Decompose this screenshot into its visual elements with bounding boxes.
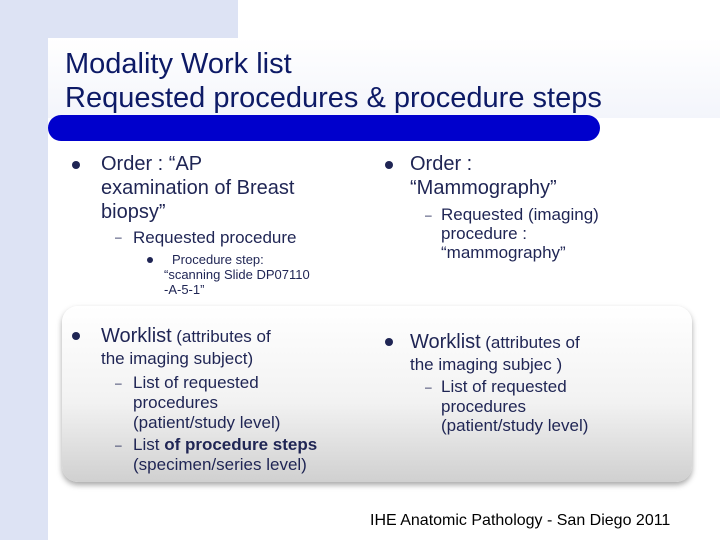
left-worklist-title: Worklist <box>101 325 172 347</box>
procedure-step-line-3: -A-5-1” <box>164 282 205 297</box>
bullet-dot <box>385 338 393 346</box>
dash-marker: – <box>115 376 122 390</box>
left-sub2-part-1: List <box>133 435 165 454</box>
bullet-dot <box>147 257 153 263</box>
right-sub1-line-3: (patient/study level) <box>441 416 589 435</box>
left-requested-procedure: Requested procedure <box>133 228 297 247</box>
procedure-step-line-1: Procedure step: <box>172 252 264 267</box>
left-accent-strip <box>0 0 48 540</box>
slide-title-line-2: Requested procedures & procedure steps <box>65 82 602 114</box>
left-sub1-line-3: (patient/study level) <box>133 413 281 432</box>
title-underline-bar <box>48 115 600 141</box>
right-requested-line-3: “mammography” <box>441 243 566 262</box>
left-order-line-3: biopsy” <box>101 201 166 223</box>
bullet-dot <box>385 161 393 169</box>
left-sub1-line-2: procedures <box>133 393 219 412</box>
procedure-step-line-2: “scanning Slide DP07110 <box>164 267 310 282</box>
left-worklist-attr-2: the imaging subject) <box>101 349 254 368</box>
right-order-line-2: “Mammography” <box>410 177 557 199</box>
right-requested-line-2: procedure : <box>441 224 527 243</box>
left-sub1-line-1: List of requested <box>133 373 259 392</box>
left-sub2-line-2: (specimen/series level) <box>133 455 307 474</box>
left-worklist-attr-1: (attributes of <box>176 327 271 346</box>
left-order-line-1: Order : “AP <box>101 153 203 175</box>
right-sub1-line-2: procedures <box>441 397 527 416</box>
right-worklist-heading <box>410 330 580 356</box>
right-worklist-attr-1: (attributes of <box>485 333 580 352</box>
top-accent-block <box>48 0 238 38</box>
dash-marker: – <box>425 208 432 222</box>
right-worklist-attr-2: the imaging subjec ) <box>410 355 563 374</box>
left-worklist-heading <box>101 324 271 350</box>
left-sub2-line-1 <box>133 435 317 455</box>
left-order-line-2: examination of Breast <box>101 177 295 199</box>
dash-marker: – <box>115 438 122 452</box>
right-order-line-1: Order : <box>410 153 473 175</box>
right-requested-line-1: Requested (imaging) <box>441 205 599 224</box>
bullet-dot <box>72 332 80 340</box>
right-sub1-line-1: List of requested <box>441 377 567 396</box>
slide-title-line-1: Modality Work list <box>65 48 292 80</box>
left-sub2-part-2: of procedure steps <box>164 435 318 454</box>
right-worklist-title: Worklist <box>410 331 481 353</box>
dash-marker: – <box>115 230 122 244</box>
bullet-dot <box>72 161 80 169</box>
footer-text: IHE Anatomic Pathology - San Diego 2011 <box>370 512 671 529</box>
dash-marker: – <box>425 380 432 394</box>
